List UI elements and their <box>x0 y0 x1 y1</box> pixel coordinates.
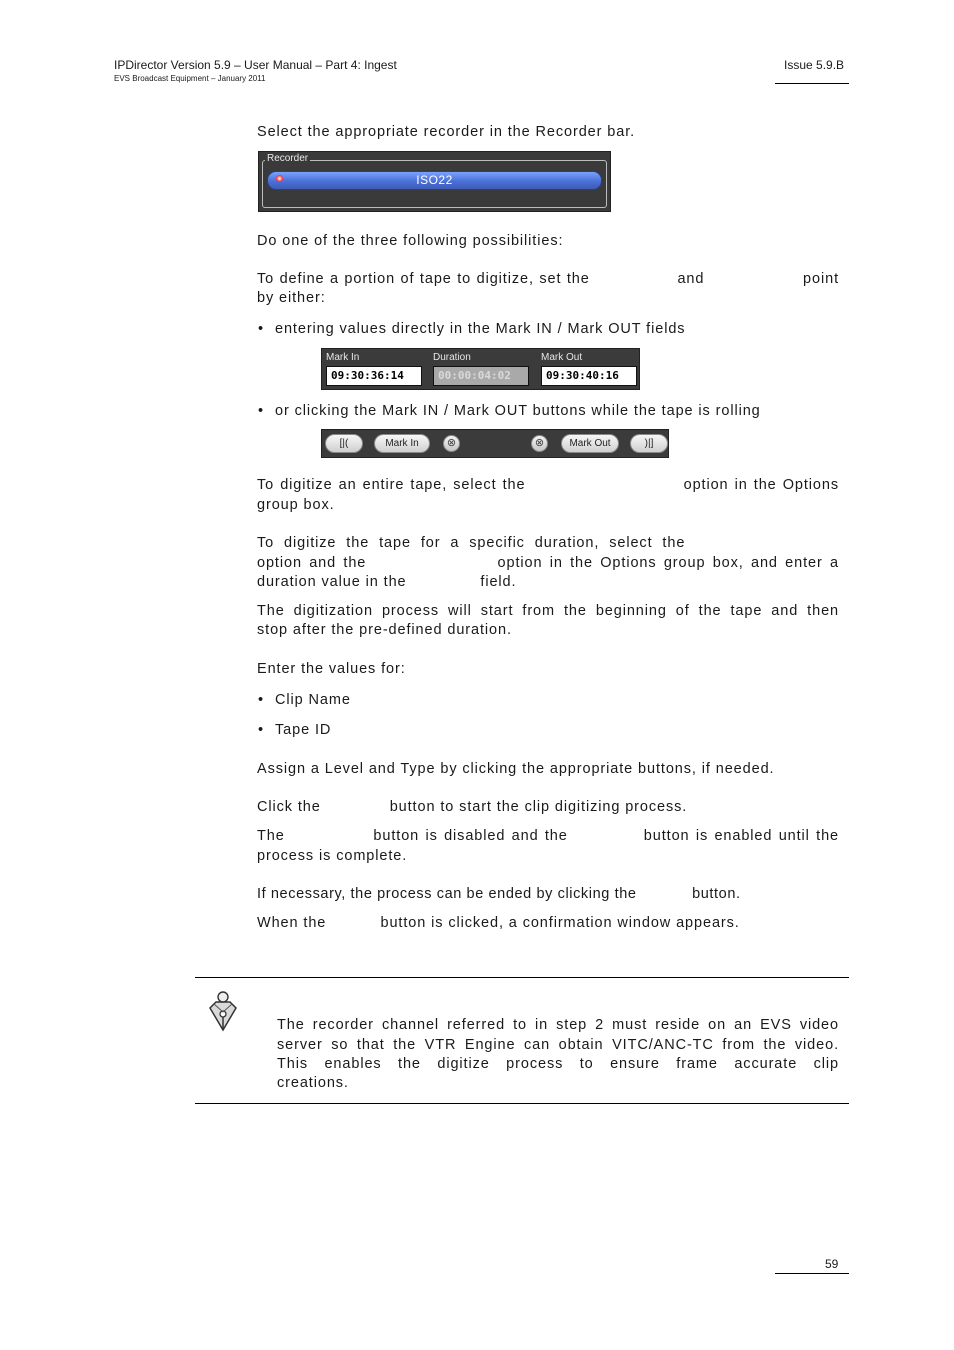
note-line1: The recorder channel referred to in step 2 must reside on an EVS video <box>277 1017 839 1033</box>
step-duration-line3: duration value in the field. <box>257 574 517 590</box>
recorder-legend: Recorder <box>267 153 309 164</box>
clear-mark-out-button[interactable] <box>531 435 548 452</box>
step-when-the: When the button is clicked, a confirmation window appears. <box>257 915 740 931</box>
note-pen-icon <box>206 990 240 1032</box>
step-click-the: Click the button to start the clip digitizing process. <box>257 799 688 815</box>
mark-out-field[interactable]: 09:30:40:16 <box>541 366 637 386</box>
header-rule <box>775 83 849 84</box>
timecode-panel <box>321 348 640 390</box>
step-assign: Assign a Level and Type by clicking the appropriate buttons, if needed. <box>257 761 775 777</box>
step-the-button-line2: process is complete. <box>257 848 408 864</box>
bullet-clip-name: • Clip Name <box>275 691 351 710</box>
step-duration-expl-line2: stop after the pre-defined duration. <box>257 622 512 638</box>
step-entire-tape-line2: group box. <box>257 497 335 513</box>
bullet-clicking-buttons: • or clicking the Mark IN / Mark OUT buttons while the tape is rolling <box>275 402 761 421</box>
bullet-tape-id: • Tape ID <box>275 721 331 740</box>
note-line3: This enables the digitize process to ensure frame accurate clip <box>277 1056 839 1072</box>
duration-label: Duration <box>433 352 471 363</box>
step-select-recorder: Select the appropriate recorder in the Recorder bar. <box>257 124 636 140</box>
note-bottom-rule <box>195 1103 849 1104</box>
step-do-one: Do one of the three following possibilities: <box>257 233 564 249</box>
clear-in-icon: ⊗ <box>446 437 457 449</box>
recorder-panel <box>258 151 611 212</box>
step-duration-expl-line1: The digitization process will start from the beginning of the tape and then <box>257 603 839 619</box>
step-define-portion-line2: by either: <box>257 290 326 306</box>
bullet-entering-values: • entering values directly in the Mark IN / Mark OUT fields <box>275 320 685 339</box>
goto-mark-in-button[interactable] <box>325 434 363 453</box>
step-duration-line1: To digitize the tape for a specific duration, select the <box>257 535 686 551</box>
step-define-portion-line1: To define a portion of tape to digitize, set the and point <box>257 271 839 287</box>
clear-mark-in-button[interactable] <box>443 435 460 452</box>
mark-out-label: Mark Out <box>541 352 583 363</box>
note-top-rule <box>195 977 849 978</box>
header-issue: Issue 5.9.B <box>784 58 845 72</box>
step-enter-values: Enter the values for: <box>257 661 406 677</box>
mark-in-field[interactable]: 09:30:36:14 <box>326 366 422 386</box>
mark-in-button[interactable]: Mark In <box>374 434 430 453</box>
goto-in-icon: [|( <box>339 438 349 449</box>
clear-out-icon: ⊗ <box>534 437 545 449</box>
goto-mark-out-button[interactable] <box>630 434 668 453</box>
goto-out-icon: )|] <box>644 438 654 449</box>
recorder-iso22-button[interactable] <box>267 171 602 190</box>
mark-in-label: Mark In <box>326 352 360 363</box>
mark-buttons-panel <box>321 429 669 458</box>
step-the-button-line1: The button is disabled and the button is enabled until the <box>257 828 839 844</box>
step-if-necessary: If necessary, the process can be ended by clicking the button. <box>257 886 741 902</box>
mark-out-button[interactable]: Mark Out <box>561 434 619 453</box>
recorder-selected-label: ISO22 <box>416 173 453 187</box>
note-line4: creations. <box>277 1075 349 1091</box>
header-title: IPDirector Version 5.9 – User Manual – Part 4: Ingest <box>114 58 397 72</box>
step-entire-tape-line1: To digitize an entire tape, select the option in the Options <box>257 477 839 493</box>
duration-field: 00:00:04:02 <box>433 366 529 386</box>
page-number: 59 <box>825 1257 839 1271</box>
footer-rule <box>775 1273 849 1274</box>
note-line2: server so that the VTR Engine can obtain VITC/ANC-TC from the video. <box>277 1037 839 1053</box>
header-subtitle: EVS Broadcast Equipment – January 2011 <box>114 74 266 83</box>
step-duration-line2: option and the option in the Options group box, and enter a <box>257 555 839 571</box>
